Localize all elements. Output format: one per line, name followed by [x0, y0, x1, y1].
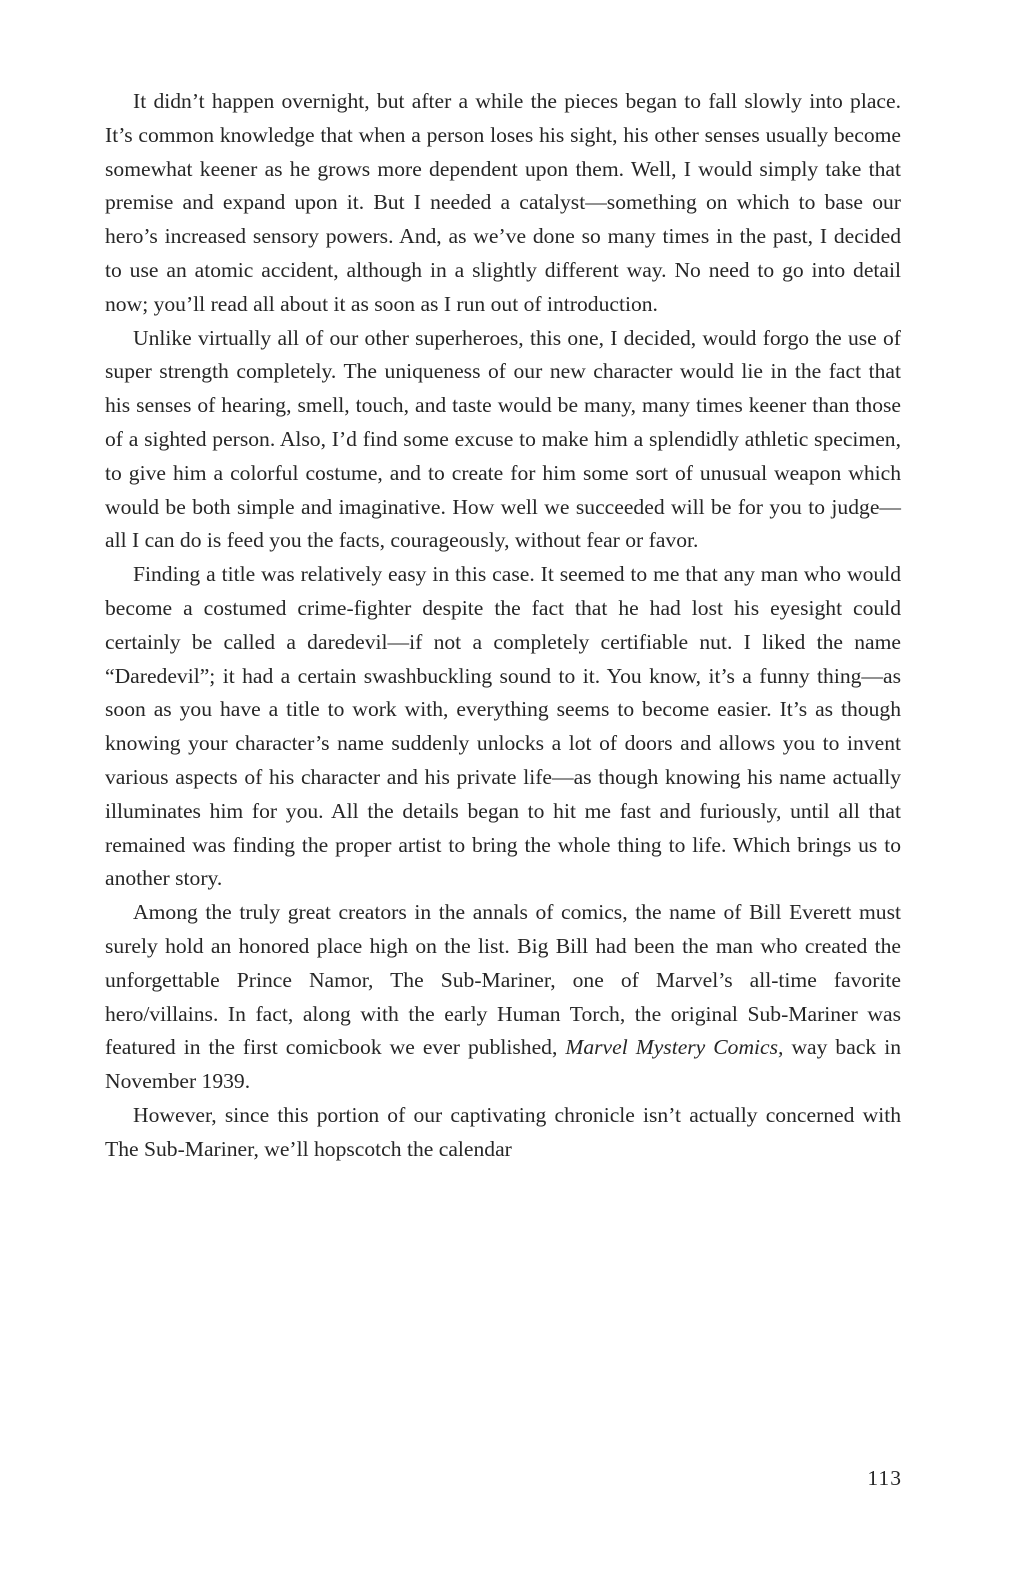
paragraph-5: However, since this portion of our captivating chronicle isn’t actually concerned with The Sub-Mariner, we’ll hopscotch the calendar	[105, 1102, 901, 1161]
paragraph-4	[105, 896, 901, 1099]
paragraph-4-text-before: Among the truly great creators in the annals of comics, the name of Bill Everett must surely hold an honored place high on the list. Big Bill had been the man who created the unforgettable Prince Namor, The Sub-Mariner, one of Marvel’s all-time favorite hero/villains. In fact, along with the early Human Torch, the original Sub-Mariner was featured in the first comicbook we ever published,	[105, 900, 901, 1060]
paragraph-3: Finding a title was relatively easy in this case. It seemed to me that any man who would become a costumed crime-fighter despite the fact that he had lost his eyesight could certainly be called a daredevil—if not a completely certifiable nut. I liked the name “Daredevil”; it had a certain swashbuckling sound to it. You know, it’s a funny thing—as soon as you have a title to work with, everything seems to become easier. It’s as though knowing your character’s name suddenly unlocks a lot of doors and allows you to invent various aspects of his character and his private life—as though knowing his name actually illuminates him for you. All the details began to hit me fast and furiously, until all that remained was finding the proper artist to bring the whole thing to life. Which brings us to another story.	[105, 562, 901, 891]
paragraph-1: It didn’t happen overnight, but after a while the pieces began to fall slowly into place. It’s common knowledge that when a person loses his sight, his other senses usually become somewhat keener as he grows more dependent upon them. Well, I would simply take that premise and expand upon it. But I needed a catalyst—something on which to base our hero’s increased sensory powers. And, as we’ve done so many times in the past, I decided to use an atomic accident, although in a slightly different way. No need to go into detail now; you’ll read all about it as soon as I run out of introduction.	[105, 89, 901, 316]
page-body	[105, 85, 901, 1167]
paragraph-2: Unlike virtually all of our other superheroes, this one, I decided, would forgo the use of super strength completely. The uniqueness of our new character would lie in the fact that his senses of hearing, smell, touch, and taste would be many, many times keener than those of a sighted person. Also, I’d find some excuse to make him a splendidly athletic specimen, to give him a colorful costume, and to create for him some sort of unusual weapon which would be both simple and imaginative. How well we succeeded will be for you to judge—all I can do is feed you the facts, courageously, without fear or favor.	[105, 325, 901, 553]
paragraph-4-text-after: way back in November 1939.	[105, 1035, 901, 1094]
page-number: 113	[867, 1466, 902, 1490]
book-title-italic: Marvel Mystery Comics,	[565, 1035, 784, 1060]
